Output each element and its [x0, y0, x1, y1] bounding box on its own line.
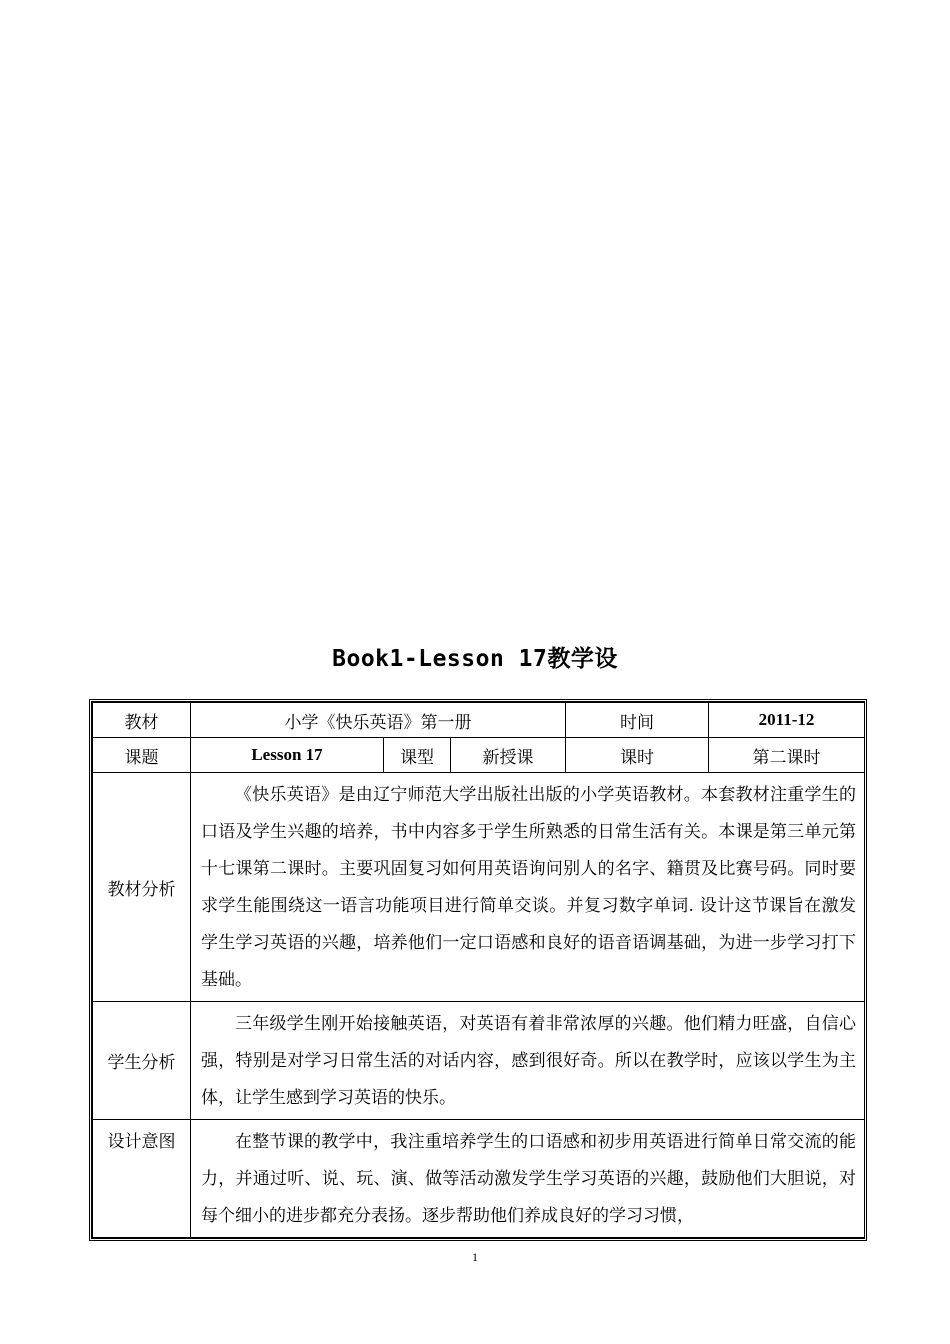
text-textbook-analysis: 《快乐英语》是由辽宁师范大学出版社出版的小学英语教材。本套教材注重学生的口语及学生兴趣的培养，书中内容多于学生所熟悉的日常生活有关。本课是第三单元第十七课第二课时。主要巩固复习如何用英语询问别人的名字、籍贯及比赛号码。同时要求学生能围绕这一语言功能项目进行简单交谈。并复习数字单词. 设计这节课旨在激发学生学习英语的兴趣，培养他们一定口语感和良好的语音语调基础，为进一步学习打下基础。	[191, 773, 865, 1002]
row-student-analysis	[93, 1002, 865, 1120]
label-textbook-analysis: 教材分析	[93, 773, 191, 1002]
row-topic	[93, 738, 865, 773]
label-textbook: 教材	[93, 703, 191, 738]
value-topic: Lesson 17	[191, 738, 384, 773]
label-lesson-type: 课型	[384, 738, 451, 773]
label-period: 课时	[566, 738, 709, 773]
row-textbook	[93, 703, 865, 738]
text-design-intent: 在整节课的教学中，我注重培养学生的口语感和初步用英语进行简单日常交流的能力，并通过听、说、玩、演、做等活动激发学生学习英语的兴趣，鼓励他们大胆说，对每个细小的进步都充分表扬。逐步帮助他们养成良好的学习习惯，	[191, 1120, 865, 1238]
label-topic: 课题	[93, 738, 191, 773]
text-student-analysis: 三年级学生刚开始接触英语，对英语有着非常浓厚的兴趣。他们精力旺盛，自信心强，特别是对学习日常生活的对话内容，感到很好奇。所以在教学时，应该以学生为主体，让学生感到学习英语的快乐。	[191, 1002, 865, 1120]
label-design-intent: 设计意图	[93, 1120, 191, 1238]
value-period: 第二课时	[709, 738, 865, 773]
value-textbook: 小学《快乐英语》第一册	[191, 703, 566, 738]
lesson-plan-table	[89, 699, 867, 1241]
document-title: Book1-Lesson 17教学设	[332, 646, 618, 672]
label-time: 时间	[566, 703, 709, 738]
value-lesson-type: 新授课	[451, 738, 566, 773]
label-student-analysis: 学生分析	[93, 1002, 191, 1120]
row-design-intent	[93, 1120, 865, 1238]
page-number: 1	[472, 1250, 478, 1264]
value-time: 2011-12	[709, 703, 865, 738]
row-textbook-analysis	[93, 773, 865, 1002]
